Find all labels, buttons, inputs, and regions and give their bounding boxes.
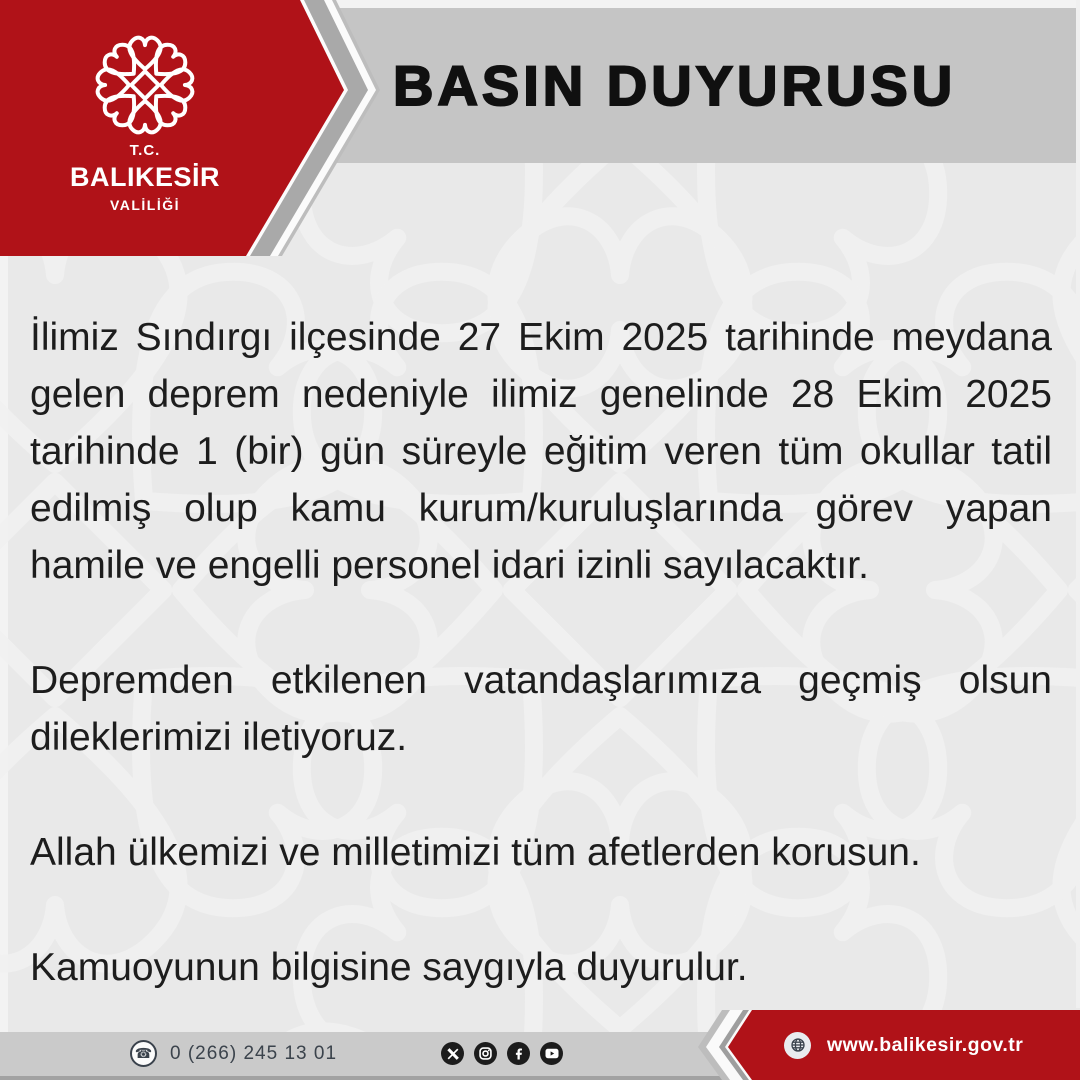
paragraph-1: İlimiz Sındırgı ilçesinde 27 Ekim 2025 tarihinde meydana gelen deprem nedeniyle ilimiz genelinde 28 Ekim 2025 tarihinde 1 (bir) gün süreyle eğitim veren tüm okullar tatil edilmiş olup kamu kurum/kuruluşlarında görev yapan hamile ve engelli personel idari izinli sayılacaktır. xyxy=(30,316,1052,587)
page-title: BASIN DUYURUSU xyxy=(393,54,957,117)
brand-subtitle: VALİLİĞİ xyxy=(109,197,181,213)
globe-icon xyxy=(784,1032,811,1059)
instagram-icon[interactable] xyxy=(474,1042,497,1065)
telephone-icon: ☎ xyxy=(130,1040,157,1067)
brand-tc: T.C. xyxy=(129,142,161,159)
website-link[interactable] xyxy=(784,1010,1023,1080)
social-links xyxy=(441,1042,563,1065)
phone-contact xyxy=(130,1040,337,1067)
seljuk-knot-icon xyxy=(88,28,202,142)
brand-name: BALIKESİR xyxy=(69,162,220,192)
paragraph-3: Allah ülkemizi ve milletimizi tüm afetlerden korusun. xyxy=(30,831,921,874)
paragraph-2: Depremden etkilenen vatandaşlarımıza geçmiş olsun dileklerimizi iletiyoruz. xyxy=(30,659,1052,759)
x-icon[interactable] xyxy=(441,1042,464,1065)
paragraph-4: Kamuoyunun bilgisine saygıyla duyurulur. xyxy=(30,946,748,989)
phone-number: 0 (266) 245 13 01 xyxy=(170,1042,338,1064)
youtube-icon[interactable] xyxy=(540,1042,563,1065)
website-url: www.balikesir.gov.tr xyxy=(827,1033,1024,1056)
facebook-icon[interactable] xyxy=(507,1042,530,1065)
announcement-body xyxy=(30,309,1052,1054)
brand-block xyxy=(45,143,245,212)
